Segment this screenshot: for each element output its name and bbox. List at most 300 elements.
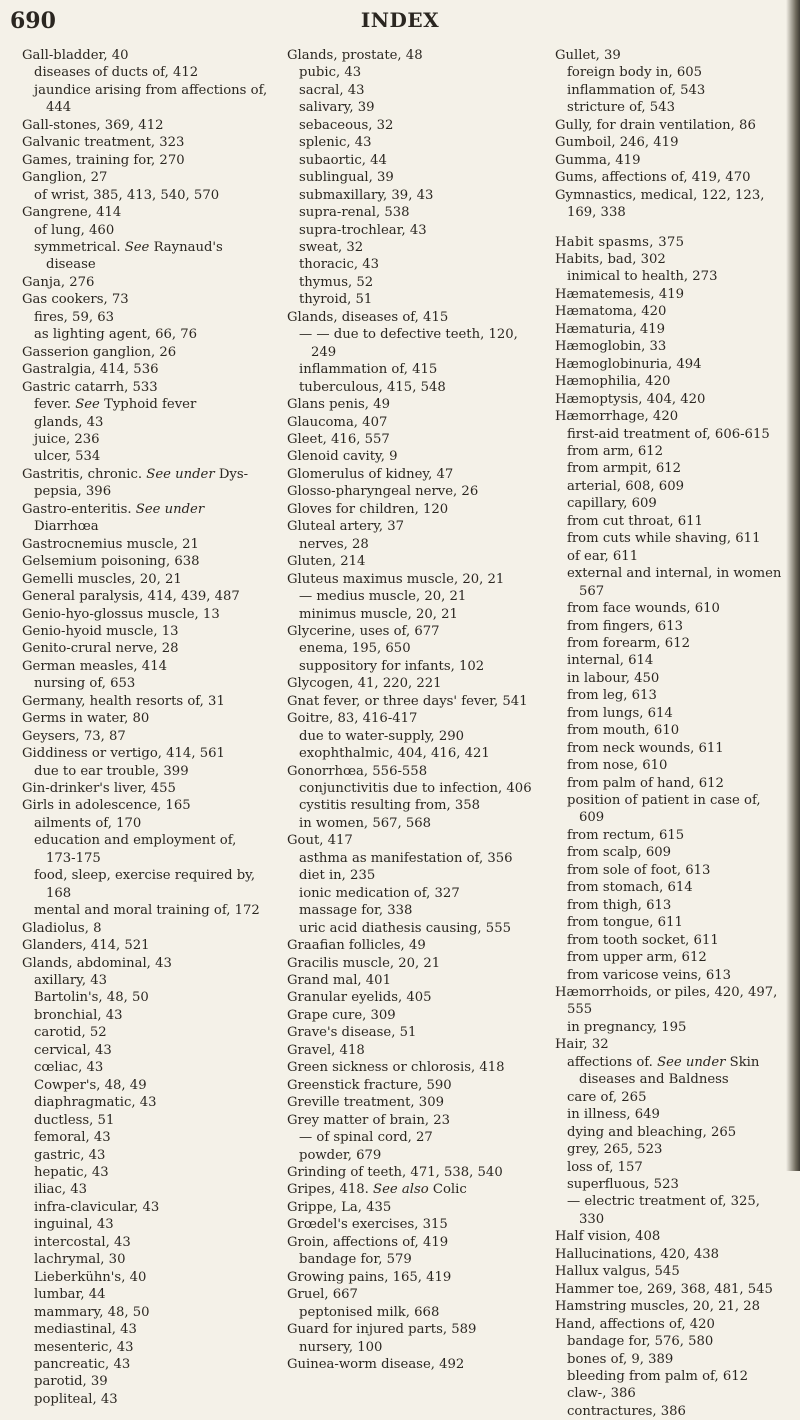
index-entry bbox=[287, 1216, 535, 1233]
entry-text: from arm, 612 bbox=[567, 443, 664, 459]
entry-text: due to ear trouble, 399 bbox=[34, 763, 189, 779]
index-entry bbox=[555, 64, 783, 81]
entry-text: inimical to health, 273 bbox=[567, 269, 718, 285]
entry-text: Greville treatment, 309 bbox=[287, 1095, 444, 1111]
entry-text: care of, 265 bbox=[567, 1089, 647, 1105]
entry-text: Gluten, 214 bbox=[287, 554, 366, 570]
entry-text: Guard for injured parts, 589 bbox=[287, 1322, 477, 1338]
entry-text: Genio-hyoid muscle, 13 bbox=[22, 623, 179, 639]
index-entry bbox=[287, 1304, 535, 1321]
index-entry bbox=[22, 606, 268, 623]
entry-text: Gonorrhœa, 556-558 bbox=[287, 763, 428, 779]
entry-text: lumbar, 44 bbox=[34, 1287, 106, 1303]
entry-text: Gastric catarrh, 533 bbox=[22, 379, 158, 395]
entry-text: pubic, 43 bbox=[299, 65, 362, 81]
index-entry bbox=[555, 967, 783, 984]
entry-text: Grippe, La, 435 bbox=[287, 1199, 392, 1215]
index-entry bbox=[22, 797, 268, 814]
index-entry bbox=[555, 1263, 783, 1280]
index-entry bbox=[287, 187, 535, 204]
entry-text: bandage for, 579 bbox=[299, 1252, 412, 1268]
entry-text: Glands, prostate, 48 bbox=[287, 48, 423, 63]
index-entry bbox=[22, 989, 268, 1006]
index-entry bbox=[555, 1351, 783, 1368]
index-entry bbox=[287, 274, 535, 291]
index-entry bbox=[287, 571, 535, 588]
index-entry bbox=[555, 844, 783, 861]
index-entry bbox=[287, 431, 535, 448]
entry-text: fires, 59, 63 bbox=[34, 309, 115, 325]
index-entry bbox=[22, 204, 268, 221]
entry-text: capillary, 609 bbox=[567, 496, 657, 512]
entry-text: Gout, 417 bbox=[287, 833, 353, 849]
index-entry bbox=[287, 1234, 535, 1251]
index-entry bbox=[555, 460, 783, 477]
entry-text: from lungs, 614 bbox=[567, 705, 673, 721]
entry-text: Gangrene, 414 bbox=[22, 205, 122, 221]
index-entry bbox=[555, 722, 783, 739]
entry-text: grey, 265, 523 bbox=[567, 1142, 663, 1158]
entry-text: cervical, 43 bbox=[34, 1042, 112, 1058]
index-entry bbox=[555, 1141, 783, 1158]
index-entry bbox=[22, 1356, 268, 1373]
entry-text: Hæmaturia, 419 bbox=[555, 321, 665, 337]
entry-text: from scalp, 609 bbox=[567, 845, 672, 861]
entry-text: Genito-crural nerve, 28 bbox=[22, 641, 179, 657]
entry-text: from nose, 610 bbox=[567, 758, 668, 774]
index-entry bbox=[287, 1042, 535, 1059]
index-entry bbox=[22, 745, 268, 762]
index-entry bbox=[555, 356, 783, 373]
index-entry bbox=[287, 256, 535, 273]
index-entry bbox=[555, 635, 783, 652]
index-entry bbox=[22, 169, 268, 186]
index-entry bbox=[287, 1339, 535, 1356]
index-entry bbox=[555, 1019, 783, 1036]
index-entry bbox=[555, 303, 783, 320]
entry-text: Gumma, 419 bbox=[555, 152, 641, 168]
index-entry bbox=[287, 728, 535, 745]
entry-text: cœliac, 43 bbox=[34, 1060, 104, 1076]
index-entry bbox=[555, 268, 783, 285]
index-entry bbox=[287, 222, 535, 239]
index-entry bbox=[555, 548, 783, 565]
index-entry bbox=[287, 640, 535, 657]
index-entry bbox=[287, 955, 535, 972]
entry-text: first-aid treatment of, 606-615 bbox=[567, 426, 770, 442]
entry-text: Lieberkühn's, 40 bbox=[34, 1269, 147, 1285]
index-entry bbox=[22, 867, 268, 902]
entry-text: Hamstring muscles, 20, 21, 28 bbox=[555, 1299, 761, 1315]
entry-text: symmetrical. bbox=[34, 239, 121, 255]
index-column-2 bbox=[287, 47, 535, 1373]
entry-text: Gnat fever, or three days' fever, 541 bbox=[287, 693, 528, 709]
index-entry bbox=[287, 134, 535, 151]
index-entry bbox=[22, 1042, 268, 1059]
index-entry bbox=[287, 797, 535, 814]
index-entry bbox=[287, 1112, 535, 1129]
entry-text: inflammation of, 543 bbox=[567, 82, 706, 98]
entry-text: massage for, 338 bbox=[299, 903, 413, 919]
page-title: INDEX bbox=[360, 8, 440, 32]
entry-text: Games, training for, 270 bbox=[22, 152, 185, 168]
index-entry bbox=[22, 361, 268, 378]
index-entry bbox=[287, 1059, 535, 1076]
entry-text: Gastralgia, 414, 536 bbox=[22, 362, 159, 378]
entry-text: Gruel, 667 bbox=[287, 1287, 358, 1303]
entry-text: juice, 236 bbox=[34, 431, 100, 447]
entry-text: from stomach, 614 bbox=[567, 880, 693, 896]
entry-text: jaundice arising from affections of, 444 bbox=[34, 82, 268, 116]
entry-text: nursery, 100 bbox=[299, 1339, 383, 1355]
entry-text: superfluous, 523 bbox=[567, 1177, 679, 1192]
index-entry bbox=[287, 658, 535, 675]
entry-text: Gluteus maximus muscle, 20, 21 bbox=[287, 571, 505, 587]
index-entry bbox=[287, 1199, 535, 1216]
index-entry bbox=[22, 902, 268, 919]
cross-reference-target: Raynaud's disease bbox=[46, 239, 223, 273]
index-entry bbox=[555, 1385, 783, 1402]
entry-text: Grinding of teeth, 471, 538, 540 bbox=[287, 1165, 503, 1180]
entry-text: Gall-bladder, 40 bbox=[22, 48, 129, 63]
index-entry bbox=[287, 693, 535, 710]
entry-text: of lung, 460 bbox=[34, 222, 115, 238]
entry-text: contractures, 386 bbox=[567, 1403, 686, 1419]
entry-text: in illness, 649 bbox=[567, 1107, 660, 1123]
entry-text: bandage for, 576, 580 bbox=[567, 1334, 714, 1350]
entry-text: bleeding from palm of, 612 bbox=[567, 1368, 748, 1384]
index-entry bbox=[555, 827, 783, 844]
index-entry bbox=[555, 618, 783, 635]
entry-text: Geysers, 73, 87 bbox=[22, 728, 126, 744]
index-entry bbox=[22, 920, 268, 937]
index-entry bbox=[287, 1251, 535, 1268]
entry-text: Glands, abdominal, 43 bbox=[22, 955, 172, 971]
index-entry bbox=[287, 989, 535, 1006]
index-entry bbox=[555, 1333, 783, 1350]
entry-text: Greenstick fracture, 590 bbox=[287, 1077, 452, 1093]
entry-text: Hæmoglobinuria, 494 bbox=[555, 356, 702, 372]
entry-text: carotid, 52 bbox=[34, 1025, 107, 1041]
index-entry bbox=[555, 932, 783, 949]
index-entry bbox=[22, 972, 268, 989]
entry-text: hepatic, 43 bbox=[34, 1165, 109, 1180]
index-entry bbox=[287, 483, 535, 500]
index-entry bbox=[22, 955, 268, 972]
index-entry bbox=[22, 466, 268, 501]
index-entry bbox=[555, 530, 783, 547]
index-entry bbox=[287, 169, 535, 186]
index-entry bbox=[287, 1286, 535, 1303]
index-entry bbox=[22, 710, 268, 727]
entry-text: peptonised milk, 668 bbox=[299, 1304, 440, 1320]
entry-text: Groin, affections of, 419 bbox=[287, 1234, 449, 1250]
entry-text: Glands, diseases of, 415 bbox=[287, 309, 449, 325]
entry-text: parotid, 39 bbox=[34, 1374, 108, 1390]
index-entry bbox=[287, 850, 535, 867]
entry-text: from mouth, 610 bbox=[567, 723, 680, 739]
index-entry bbox=[555, 949, 783, 966]
entry-text: splenic, 43 bbox=[299, 135, 372, 151]
entry-text: stricture of, 543 bbox=[567, 100, 675, 116]
index-entry bbox=[22, 1234, 268, 1251]
entry-text: Ganglion, 27 bbox=[22, 170, 108, 186]
entry-text: Gall-stones, 369, 412 bbox=[22, 117, 164, 133]
entry-text: Graafian follicles, 49 bbox=[287, 938, 426, 954]
index-entry bbox=[555, 1193, 783, 1228]
entry-text: from rectum, 615 bbox=[567, 827, 685, 843]
index-entry bbox=[287, 553, 535, 570]
entry-text: Cowper's, 48, 49 bbox=[34, 1077, 147, 1093]
entry-text: Galvanic treatment, 323 bbox=[22, 135, 185, 151]
entry-text: mesenteric, 43 bbox=[34, 1339, 134, 1355]
entry-text: enema, 195, 650 bbox=[299, 641, 411, 657]
entry-text: Goitre, 83, 416-417 bbox=[287, 711, 418, 727]
index-entry bbox=[555, 82, 783, 99]
index-entry bbox=[22, 937, 268, 954]
entry-text: Gemelli muscles, 20, 21 bbox=[22, 571, 182, 587]
entry-text: food, sleep, exercise required by, 168 bbox=[34, 868, 256, 901]
entry-text: from cuts while shaving, 611 bbox=[567, 531, 761, 547]
index-entry bbox=[22, 309, 268, 326]
index-entry bbox=[287, 623, 535, 640]
index-entry bbox=[555, 1054, 783, 1089]
entry-text: ailments of, 170 bbox=[34, 815, 142, 831]
entry-text: lachrymal, 30 bbox=[34, 1252, 126, 1268]
index-entry bbox=[22, 1216, 268, 1233]
entry-text: Gully, for drain ventilation, 86 bbox=[555, 117, 756, 133]
index-entry bbox=[555, 1176, 783, 1193]
index-entry bbox=[22, 780, 268, 797]
entry-text: mammary, 48, 50 bbox=[34, 1304, 150, 1320]
index-entry bbox=[22, 536, 268, 553]
entry-text: Gastritis, chronic. bbox=[22, 466, 143, 482]
index-entry bbox=[287, 885, 535, 902]
entry-text: Granular eyelids, 405 bbox=[287, 990, 432, 1006]
index-entry bbox=[22, 1269, 268, 1286]
entry-text: Gastrocnemius muscle, 21 bbox=[22, 536, 199, 552]
entry-text: Guinea-worm disease, 492 bbox=[287, 1356, 465, 1372]
entry-text: Gastro-enteritis. bbox=[22, 501, 132, 517]
index-entry bbox=[287, 710, 535, 727]
index-entry bbox=[287, 832, 535, 849]
index-entry bbox=[555, 47, 783, 64]
index-entry bbox=[22, 1129, 268, 1146]
entry-text: mediastinal, 43 bbox=[34, 1322, 137, 1338]
entry-text: Habit spasms, 375 bbox=[555, 234, 685, 250]
entry-text: internal, 614 bbox=[567, 653, 654, 669]
index-entry bbox=[22, 239, 268, 274]
entry-text: diseases of ducts of, 412 bbox=[34, 65, 199, 81]
entry-text: Ganja, 276 bbox=[22, 274, 95, 290]
index-entry bbox=[22, 414, 268, 431]
index-entry bbox=[555, 426, 783, 443]
index-entry bbox=[22, 640, 268, 657]
entry-text: Gums, affections of, 419, 470 bbox=[555, 170, 751, 186]
index-entry bbox=[22, 571, 268, 588]
index-entry bbox=[22, 47, 268, 64]
cross-reference-label: See under bbox=[146, 466, 215, 482]
index-entry bbox=[287, 1356, 535, 1373]
entry-text: from face wounds, 610 bbox=[567, 601, 720, 617]
index-entry bbox=[287, 763, 535, 780]
index-entry bbox=[555, 443, 783, 460]
index-entry bbox=[22, 1304, 268, 1321]
entry-text: sublingual, 39 bbox=[299, 170, 394, 186]
index-entry bbox=[555, 1281, 783, 1298]
entry-text: Glenoid cavity, 9 bbox=[287, 449, 398, 465]
entry-text: Glanders, 414, 521 bbox=[22, 938, 150, 954]
entry-text: sacral, 43 bbox=[299, 82, 365, 98]
entry-text: — medius muscle, 20, 21 bbox=[299, 589, 467, 605]
index-entry bbox=[22, 763, 268, 780]
entry-text: diet in, 235 bbox=[299, 868, 376, 884]
index-entry bbox=[22, 658, 268, 675]
entry-text: of ear, 611 bbox=[567, 548, 639, 564]
index-entry bbox=[287, 1024, 535, 1041]
entry-text: thoracic, 43 bbox=[299, 257, 380, 273]
index-entry bbox=[555, 152, 783, 169]
entry-text: Genio-hyo-glossus muscle, 13 bbox=[22, 606, 220, 622]
entry-text: Hæmoptysis, 404, 420 bbox=[555, 391, 706, 407]
entry-text: Glaucoma, 407 bbox=[287, 414, 388, 430]
index-entry bbox=[555, 1298, 783, 1315]
entry-text: Gleet, 416, 557 bbox=[287, 431, 390, 447]
entry-text: popliteal, 43 bbox=[34, 1391, 118, 1407]
index-entry bbox=[22, 82, 268, 117]
index-entry bbox=[555, 321, 783, 338]
cross-reference-target: Skin diseases and Baldness bbox=[579, 1054, 760, 1088]
index-entry bbox=[287, 536, 535, 553]
entry-text: Girls in adolescence, 165 bbox=[22, 798, 191, 814]
entry-text: — of spinal cord, 27 bbox=[299, 1130, 433, 1146]
index-entry bbox=[287, 1321, 535, 1338]
entry-text: Glycerine, uses of, 677 bbox=[287, 623, 440, 639]
entry-text: supra-trochlear, 43 bbox=[299, 222, 427, 238]
index-entry bbox=[287, 815, 535, 832]
index-entry bbox=[287, 675, 535, 692]
index-entry bbox=[287, 518, 535, 535]
entry-text: Hallucinations, 420, 438 bbox=[555, 1246, 720, 1262]
entry-text: arterial, 608, 609 bbox=[567, 478, 684, 494]
index-entry bbox=[287, 920, 535, 937]
index-entry bbox=[22, 1339, 268, 1356]
entry-text: sebaceous, 32 bbox=[299, 117, 394, 133]
index-entry bbox=[22, 1286, 268, 1303]
entry-text: from thigh, 613 bbox=[567, 897, 672, 913]
index-entry bbox=[287, 1269, 535, 1286]
index-column-1 bbox=[22, 47, 268, 1408]
index-entry bbox=[22, 1391, 268, 1408]
index-entry bbox=[22, 326, 268, 343]
entry-text: — — due to defective teeth, 120, 249 bbox=[299, 327, 518, 360]
index-entry bbox=[555, 286, 783, 303]
entry-text: affections of. bbox=[567, 1054, 653, 1070]
index-entry bbox=[22, 1181, 268, 1198]
entry-text: Gumboil, 246, 419 bbox=[555, 135, 679, 151]
index-entry bbox=[287, 117, 535, 134]
entry-text: bronchial, 43 bbox=[34, 1007, 123, 1023]
entry-text: education and employment of, 173-175 bbox=[34, 833, 237, 866]
index-entry bbox=[555, 513, 783, 530]
index-entry bbox=[555, 1036, 783, 1053]
cross-reference-target: Colic bbox=[432, 1182, 467, 1198]
entry-text: axillary, 43 bbox=[34, 973, 107, 989]
index-entry bbox=[555, 984, 783, 1019]
entry-text: from tongue, 611 bbox=[567, 915, 683, 931]
index-entry bbox=[287, 1164, 535, 1181]
entry-text: fever. bbox=[34, 397, 71, 413]
index-entry bbox=[287, 1007, 535, 1024]
entry-text: nursing of, 653 bbox=[34, 676, 136, 692]
entry-text: General paralysis, 414, 439, 487 bbox=[22, 589, 240, 605]
index-entry bbox=[22, 134, 268, 151]
index-entry bbox=[555, 1403, 783, 1420]
index-entry bbox=[22, 187, 268, 204]
entry-text: of wrist, 385, 413, 540, 570 bbox=[34, 187, 220, 203]
entry-text: exophthalmic, 404, 416, 421 bbox=[299, 746, 490, 762]
entry-text: Growing pains, 165, 419 bbox=[287, 1269, 452, 1285]
entry-text: in pregnancy, 195 bbox=[567, 1019, 687, 1035]
index-entry bbox=[287, 1077, 535, 1094]
index-column-3 bbox=[555, 47, 783, 1420]
index-entry bbox=[22, 588, 268, 605]
index-entry bbox=[22, 152, 268, 169]
entry-text: from upper arm, 612 bbox=[567, 950, 707, 966]
index-entry bbox=[287, 972, 535, 989]
index-entry bbox=[22, 832, 268, 867]
entry-text: bones of, 9, 389 bbox=[567, 1351, 674, 1367]
entry-text: thyroid, 51 bbox=[299, 292, 373, 308]
index-entry bbox=[22, 501, 268, 536]
index-entry bbox=[22, 1373, 268, 1390]
entry-text: Glomerulus of kidney, 47 bbox=[287, 466, 454, 482]
index-entry bbox=[22, 553, 268, 570]
cross-reference-label: See under bbox=[657, 1054, 726, 1070]
index-entry bbox=[287, 745, 535, 762]
entry-text: as lighting agent, 66, 76 bbox=[34, 327, 198, 343]
index-entry bbox=[22, 1094, 268, 1111]
entry-text: diaphragmatic, 43 bbox=[34, 1095, 157, 1111]
index-entry bbox=[287, 309, 535, 326]
index-entry bbox=[22, 291, 268, 308]
entry-text: from tooth socket, 611 bbox=[567, 932, 719, 948]
entry-text: Half vision, 408 bbox=[555, 1229, 661, 1245]
entry-text: external and internal, in women 567 bbox=[567, 566, 782, 599]
entry-text: Hand, affections of, 420 bbox=[555, 1316, 715, 1332]
index-entry bbox=[555, 792, 783, 827]
entry-text: salivary, 39 bbox=[299, 100, 375, 116]
entry-text: suppository for infants, 102 bbox=[299, 658, 485, 674]
cross-reference-target: Typhoid fever bbox=[104, 397, 197, 413]
index-entry bbox=[287, 466, 535, 483]
index-entry bbox=[22, 1251, 268, 1268]
index-entry bbox=[555, 169, 783, 186]
entry-text: claw-, 386 bbox=[567, 1386, 636, 1402]
index-entry bbox=[555, 1106, 783, 1123]
index-entry bbox=[287, 64, 535, 81]
index-entry bbox=[22, 448, 268, 465]
entry-text: loss of, 157 bbox=[567, 1159, 643, 1175]
index-entry bbox=[287, 606, 535, 623]
index-entry bbox=[555, 234, 783, 251]
index-entry bbox=[287, 239, 535, 256]
index-entry bbox=[287, 414, 535, 431]
index-entry bbox=[555, 117, 783, 134]
entry-text: from varicose veins, 613 bbox=[567, 967, 732, 983]
entry-text: Grœdel's exercises, 315 bbox=[287, 1217, 448, 1233]
entry-text: Gullet, 39 bbox=[555, 48, 621, 63]
